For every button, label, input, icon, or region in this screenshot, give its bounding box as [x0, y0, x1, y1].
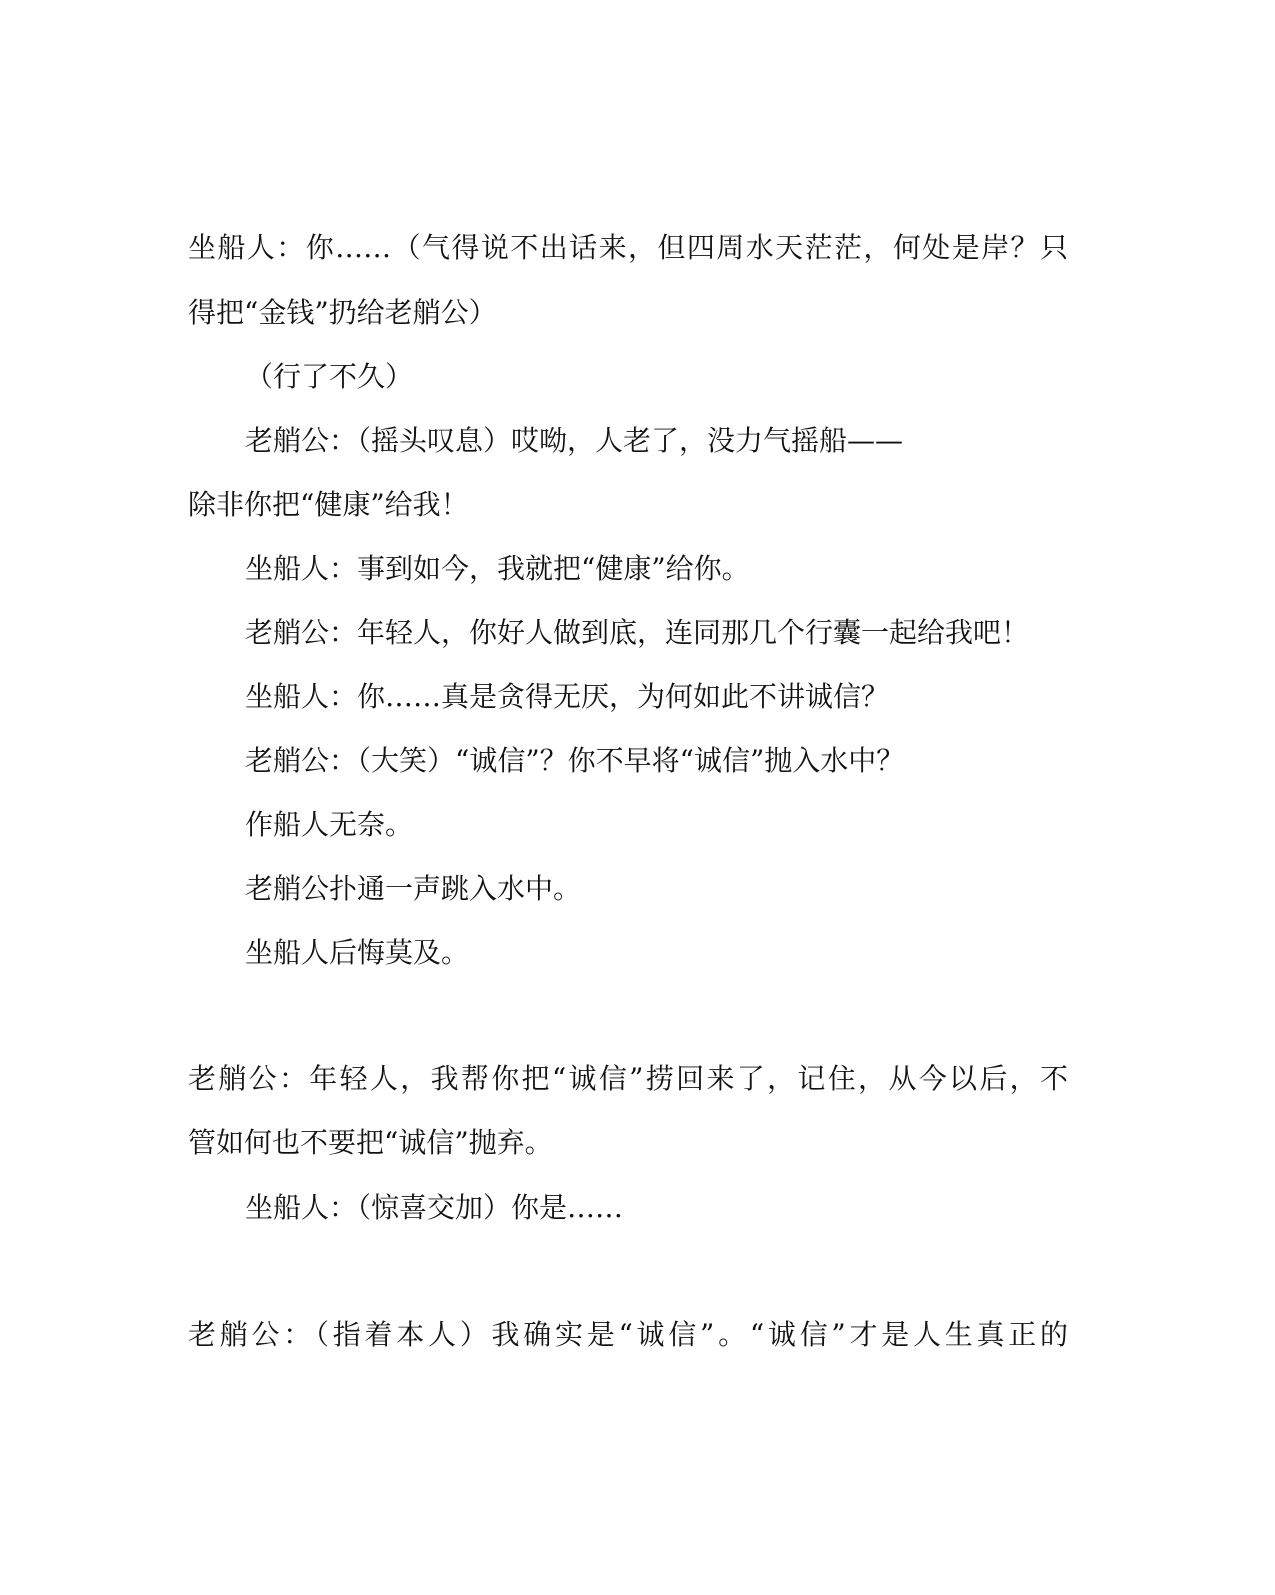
paragraph-line: 老艄公：年轻人，你好人做到底，连同那几个行囊一起给我吧！: [245, 616, 1030, 649]
paragraph-line: 除非你把“健康”给我！: [188, 488, 469, 521]
paragraph-line: 坐船人：事到如今，我就把“健康”给你。: [245, 552, 750, 585]
paragraph-line: 坐船人：你……真是贪得无厌，为何如此不讲诚信？: [245, 680, 890, 713]
paragraph-line: 老艄公：（摇头叹息）哎呦，人老了，没力气摇船——: [245, 424, 904, 457]
paragraph-line: 坐船人后悔莫及。: [245, 936, 470, 969]
paragraph-line: 老艄公：（指着本人）我确实是“诚信”。“诚信”才是人生真正的: [188, 1318, 1068, 1351]
stage-direction-line: （行了不久）: [245, 360, 414, 393]
paragraph-line: 老艄公：年轻人，我帮你把“诚信”捞回来了，记住，从今以后，不: [188, 1062, 1068, 1095]
paragraph-line: 得把“金钱”扔给老艄公）: [188, 296, 497, 329]
paragraph-line: 老艄公扑通一声跳入水中。: [245, 872, 582, 905]
paragraph-line: 坐船人：你……（气得说不出话来，但四周水天茫茫，何处是岸？只: [188, 231, 1068, 264]
paragraph-line: 坐船人：（惊喜交加）你是……: [245, 1191, 624, 1224]
paragraph-line: 管如何也不要把“诚信”抛弃。: [188, 1126, 553, 1159]
paragraph-line: 作船人无奈。: [245, 808, 414, 841]
paragraph-line: 老艄公：（大笑）“诚信”？你不早将“诚信”抛入水中？: [245, 744, 905, 777]
